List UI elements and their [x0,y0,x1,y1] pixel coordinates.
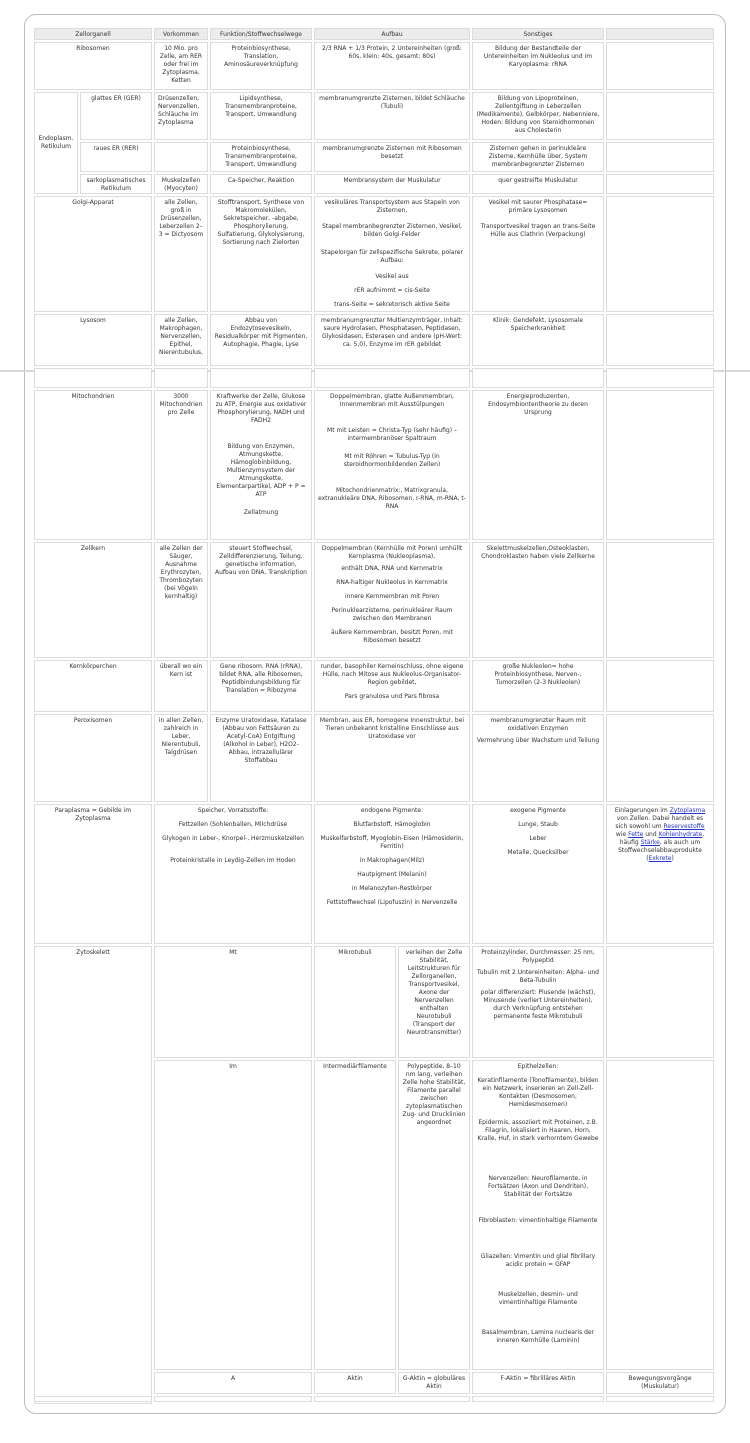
im-abbrev: Im [154,1060,312,1370]
zellkern-aufbau-1: Doppelmembran (Kernhülle mit Poren) umhüllt Kernplasma (Nukleoplasma), [321,545,463,560]
mt-aufbau-1: Proteinzylinder, Durchmesser: 25 nm, Polypeptid [481,949,595,964]
im-aufbau-6: Gliazellen: Vimentin und glial fibrillary acidic protein = GFAP [480,1253,596,1268]
im-aufbau [472,1060,604,1370]
im-aufbau-3: Epidermis, assoziiert mit Proteinen, z.B. Filagrin, lokalisiert in Haaren, Horn, Kralle, Huf, in stark verhorntem Gewebe [477,1119,599,1142]
zellkern-aufbau-3: RNA-haltiger Nukleolus in Kernmatrix [336,579,448,586]
mito-sonstiges: Energieproduzenten, Endosymbiontentheorie zu deren Ursprung [472,390,604,540]
link-kohlenhydrate[interactable]: Kohlenhydrate [658,831,703,838]
perox-sonstiges-1: membranumgrenzter Raum mit oxidativen Enzymen [490,717,586,732]
header-empty [606,28,714,40]
zellkern-vorkommen: alle Zellen der Säuger, Ausnahme Erythrozyten, Thrombozyten (bei Vögeln kernhaltig) [154,542,208,658]
mito-aufbau-1: Doppelmembran, glatte Außenmembran, Innenmembran mit Ausstülpungen [330,393,454,408]
g-aktin: G-Aktin = globuläres Aktin [398,1372,470,1394]
sr-name: sarkoplasmatisches Retikulum [80,174,152,194]
zellkern-aufbau-2: enthält DNA, RNA und Kernmatrix [341,565,443,572]
link-fette[interactable]: Fette [628,831,644,838]
golgi-aufbau-3: Stapelorgan für zellspezifische Sekrete, polarer Aufbau: [321,249,463,264]
paraplasma-endogen [314,804,470,944]
ger-extra [606,92,714,140]
golgi-name: Golgi-Apparat [34,196,152,312]
link-staerke[interactable]: Stärke [640,839,660,846]
ger-funktion: Lipidsynthese, Transmembranproteine, Transport, Umwandlung [210,92,312,140]
mt-name: Mikrotubuli [314,946,396,1058]
header-sonstiges: Sonstiges [472,28,604,40]
zytoskelett-name: Zytoskelett [34,946,152,1404]
lysosom-sonstiges: Klinik: Gendefekt, Lysosomale Speicherkrankheit [472,314,604,366]
header-aufbau: Aufbau [314,28,470,40]
rer-funktion: Proteinbiosynthese, Transmembranproteine, Transport, Umwandlung [210,142,312,172]
kernkoerperchen-sonstiges: große Nukleolen= hohe Proteinbiosynthese, Nerven-, Tumorzellen (2-3 Nukleolen) [472,660,604,712]
link-reservestoffe[interactable]: Reservestoffe [663,823,705,830]
lysosom-funktion: Abbau von Endozytosevesikeln, Residualkörper mit Pigmenten, Autophagie, Phagie, Lyse [210,314,312,366]
im-aufbau-2: Keratinfilamente (Tonofilamente), bilden ein Netzwerk, inserieren an Zell-Zell-Kontakten (Desmosomen, Hemidesmosomen) [477,1077,599,1108]
sr-sonstiges: quer gestreifte Muskulatur [472,174,604,194]
paraplasma-name: Paraplasma = Gebilde im Zytoplasma [34,804,152,944]
trailing-cell [314,1396,470,1402]
golgi-aufbau [314,196,470,312]
ribosomen-name: Ribosomen [34,42,152,90]
spacer-cell [154,368,208,388]
perox-sonstiges-2: Vermehrung über Wachstum und Teilung [476,737,600,744]
trailing-cell [34,1396,152,1402]
paraplasma-note: Einlagerungen im Zytoplasma von Zellen. Dabei handelt es sich sowohl um Reservestoffe wie Fette und Kohlenhydrate, häufig Stärke, als auch um Stoffwechselabbauprodukte (Exkrete) [606,804,714,944]
sr-extra [606,174,714,194]
a-abbrev: A [154,1372,312,1394]
spacer-cell [314,368,470,388]
mt-aufbau [472,946,604,1058]
paraplasma-speicher [154,804,312,944]
golgi-sonstiges-1: Vesikel mit saurer Phosphatase= primäre Lysosomen [488,199,588,214]
peroxisomen-aufbau: Membran, aus ER, homogene Innenstruktur, bei Tieren unbekannt kristalline Einschlüsse aus Uratoxidase vor [314,714,470,802]
lysosom-vorkommen: alle Zellen, Makrophagen, Nervenzellen, Epithel, Nierentubulus, [154,314,208,366]
zellkern-funktion: steuert Stoffwechsel, Zelldifferenzierung, Teilung, genetische Information, Aufbau von DNA, Transkription [210,542,312,658]
ribosomen-vorkommen: 10 Mio. pro Zelle, am RER oder frei im Zytoplasma, Ketten [154,42,208,90]
zellkern-aufbau-4: innere Kernmembran mit Poren [344,593,440,600]
peroxisomen-sonstiges [472,714,604,802]
im-aufbau-1: Epithelzellen: [517,1063,559,1070]
mt-aufbau-3: polar differenziert: Plusende (wächst), Minusende (verliert Untereinheiten), durch Verknüpfung entstehen permanente feste Mikrotubuli [480,989,596,1020]
mt-funktion: verleihen der Zelle Stabilität, Leitstrukturen für Zellorganellen, Transportvesikel, Axone der Nervenzellen enthalten Neurotubuli (Transport der Neurotransmitter) [398,946,470,1058]
ribosomen-funktion: Proteinbiosynthese, Translation, Aminosäureverknüpfung [210,42,312,90]
golgi-funktion: Stofftransport, Synthese von Makromolekülen, Sekretspeicher, -abgabe, Phosphorylierung, Sulfatierung, Glykolysierung, Sortierung nach Zielorten [210,196,312,312]
mt-abbrev: Mt [154,946,312,1058]
golgi-sonstiges-2: Transportvesikel tragen an trans-Seite Hülle aus Clathrin (Verpackung) [480,223,596,238]
rer-vorkommen [154,142,208,172]
bewegungsvorgaenge: Bewegungsvorgänge (Muskulatur) [606,1372,714,1394]
peroxisomen-funktion: Enzyme Uratoxidase, Katalase (Abbau von Fettsäuren zu Acetyl-CoA) Entgiftung (Alkohol in Leber), H2O2-Abbau, intrazellulärer Stoffabbau [210,714,312,802]
lysosom-extra [606,314,714,366]
mito-vorkommen: 3000 Mitochondrien pro Zelle [154,390,208,540]
golgi-aufbau-6: trans-Seite = sekretorisch aktive Seite [334,301,450,308]
ger-sonstiges: Bildung von Lipoproteinen, Zellentgiftung in Leberzellen (Medikamente), Gelbkörper, Nebenniere, Hoden: Bildung von Steroidhormonen aus Cholesterin [472,92,604,140]
link-exkrete[interactable]: Exkrete [648,855,672,862]
para-endogen-2: Blutfarbstoff, Hämoglobin [353,821,431,828]
rer-sonstiges: Zisternen gehen in perinukleäre Zisterne, Kernhülle über, System membranbegrenzter Zisternen [472,142,604,172]
peroxisomen-vorkommen: in allen Zellen, zahlreich in Leber, Nierentubuli, Talgdrüsen [154,714,208,802]
mt-aufbau-2: Tubulin mit 2 Untereinheiten: Alpha- und Beta-Tubulin [477,969,599,984]
rer-extra [606,142,714,172]
header-zellorganell: Zellorganell [34,28,152,40]
golgi-sonstiges [472,196,604,312]
golgi-aufbau-1: vesikuläres Transportsystem aus Stapeln von Zisternen, [324,199,460,214]
ribosomen-extra [606,42,714,90]
ribosomen-aufbau: 2/3 RNA + 1/3 Protein, 2 Untereinheiten (groß: 60s, klein: 40s, gesamt: 80s) [314,42,470,90]
trailing-cell [472,1396,604,1402]
golgi-vorkommen: alle Zellen, groß in Drüsenzellen, Leberzellen 2–3 = Dictyosom [154,196,208,312]
header-funktion: Funktion/Stoffwechselwege [210,28,312,40]
mito-aufbau-3: Mt mit Röhren = Tubulus-Typ (in steroidhormonbildenden Zellen) [343,453,441,468]
f-aktin: F-Aktin = fibrilläres Aktin [472,1372,604,1394]
para-speicher-2: Fettzellen (Sohlenballen, Milchdrüse [178,821,288,828]
mito-name: Mitochondrien [34,390,152,540]
para-speicher-3: Glykogen in Leber-, Knorpel-, Herzmuskelzellen [162,835,304,842]
para-endogen-4: in Makrophagen(Milz) [359,857,425,864]
kernkoerperchen-vorkommen: überall wo ein Kern ist [154,660,208,712]
lysosom-aufbau: membranumgrenzter Multienzymträger, Inhalt: saure Hydrolasen, Phosphatasen, Peptidasen, Glykosidasen, Esterasen und andere (pH-Wert: ca. 5,0), Enzyme im rER gebildet [314,314,470,366]
im-name: Intermediärfilamente [314,1060,396,1370]
trailing-cell [606,1396,714,1402]
im-extra [606,1060,714,1370]
ger-name: glattes ER (GER) [80,92,152,140]
zellkern-sonstiges: Skelettmuskelzellen,Osteoklasten, Chondroklasten haben viele Zellkerne [472,542,604,658]
peroxisomen-name: Peroxisomen [34,714,152,802]
kernkoerperchen-extra [606,660,714,712]
er-group-label: Endoplasm. Retikulum [34,92,78,194]
para-exogen-1: exogene Pigmente [510,807,566,814]
sr-vorkommen: Muskelzellen (Myocyten) [154,174,208,194]
aktin-name: Aktin [314,1372,396,1394]
para-endogen-6: in Melanozyten-Restkörper [351,885,433,892]
im-funktion: Polypeptide, 8–10 nm lang, verleihen Zelle hohe Stabilität, Filamente parallel zwischen zytoplasmatischen Zug- und Drucklinien angeordnet [398,1060,470,1370]
ribosomen-sonstiges: Bildung der Bestandteile der Untereinheiten im Nukleolus und im Karyoplasma: rRNA [472,42,604,90]
mt-extra [606,946,714,1058]
rer-aufbau: membranumgrenzte Zisternen mit Ribosomen besetzt [314,142,470,172]
golgi-aufbau-2: Stapel membranbegrenzter Zisternen, Vesikel, bilden Golgi-Felder [322,223,462,238]
kernkoerperchen-aufbau [314,660,470,712]
kernkoerperchen-name: Kernkörperchen [34,660,152,712]
im-aufbau-5: Fibroblasten: vimentinhaltige Filamente [478,1217,598,1224]
spacer-cell [472,368,604,388]
link-zytoplasma[interactable]: Zytoplasma [669,807,706,814]
mito-funktion [210,390,312,540]
golgi-extra [606,196,714,312]
kernkoerperchen-funktion: Gene ribosom. RNA (rRNA), bildet RNA, alle Ribosomen, Peptidbindungsbildung für Translation = Ribozyme [210,660,312,712]
mito-funktion-1: Kraftwerke der Zelle, Glukose zu ATP, Energie aus oxidativer Phosphorylierung, NADH und FADH2 [215,393,307,424]
paraplasma-exogen [472,804,604,944]
mito-aufbau-2: Mt mit Leisten = Christa-Typ (sehr häufig) – intermembranöser Spaltraum [327,427,457,442]
golgi-aufbau-5: rER aufnimmt = cis-Seite [354,287,430,294]
zellkern-name: Zellkern [34,542,152,658]
im-aufbau-7: Muskelzellen, desmin- und vimentinhaltige Filamente [498,1291,578,1306]
para-endogen-3: Muskelfarbstoff, Myoglobin-Eisen (Hämosiderin, Ferritin) [320,835,464,850]
mito-funktion-3: Zellatmung [243,509,279,516]
kernk-aufbau-1: runder, basophiler Kerneinschluss, ohne eigene Hülle, nach Mitose aus Nukleolus-Organisator-Region gebildet, [320,663,464,686]
zellkern-aufbau-5: Perinuklearzisterne, perinukleärer Raum zwischen den Membranen [331,607,453,622]
zellkern-extra [606,542,714,658]
rer-name: raues ER (RER) [80,142,152,172]
im-aufbau-4: Nervenzellen: Neurofilamente, in Fortsätzen (Axon und Dendriten), Stabilität der Fortsätze [487,1175,589,1198]
spacer-cell [210,368,312,388]
spacer-cell [34,368,152,388]
para-endogen-5: Hautpigment (Melanin) [357,871,427,878]
para-endogen-1: endogene Pigmente: [360,807,424,814]
sr-aufbau: Membransystem der Muskulatur [314,174,470,194]
para-exogen-4: Metalle, Quecksilber [507,849,569,856]
mito-aufbau [314,390,470,540]
zellkern-aufbau [314,542,470,658]
para-endogen-7: Fettstoffwechsel (Lipofuszin) in Nervenzelle [326,899,458,906]
ger-aufbau: membranumgrenzte Zisternen, bildet Schläuche (Tubuli) [314,92,470,140]
header-vorkommen: Vorkommen [154,28,208,40]
zellkern-aufbau-6: äußere Kernmembran, besitzt Poren, mit Ribosomen besetzt [331,629,453,644]
golgi-aufbau-4: Vesikel aus [375,273,409,280]
sr-funktion: Ca-Speicher, Reaktion [210,174,312,194]
kernk-aufbau-2: Pars granulosa und Pars fibrosa [344,693,440,700]
mito-funktion-2: Bildung von Enzymen, Atmungskette, Hämoglobinbildung, Multienzymsystem der Atmungskette, Elementarpartikel, ADP + P = ATP [216,443,306,498]
para-exogen-2: Lunge, Staub [518,821,558,828]
para-exogen-3: Leber [529,835,547,842]
spacer-cell [606,368,714,388]
mito-extra [606,390,714,540]
lysosom-name: Lysosom [34,314,152,366]
peroxisomen-extra [606,714,714,802]
trailing-cell [154,1396,312,1402]
para-speicher-1: Speicher, Vorratsstoffe: [197,807,269,814]
im-aufbau-8: Basalmembran, Lamina nuclearis der inneren Kernhülle (Laminin) [481,1329,595,1344]
mito-aufbau-4: Mitochondrienmatrix:, Matrixgranula, extranukleäre DNA, Ribosomen, r-RNA, m-RNA, t-RNA [318,487,466,510]
para-speicher-4: Proteinkristalle in Leydig-Zellen im Hoden [170,857,296,864]
ger-vorkommen: Drüsenzellen, Nervenzellen, Schläuche im Zytoplasma [154,92,208,140]
